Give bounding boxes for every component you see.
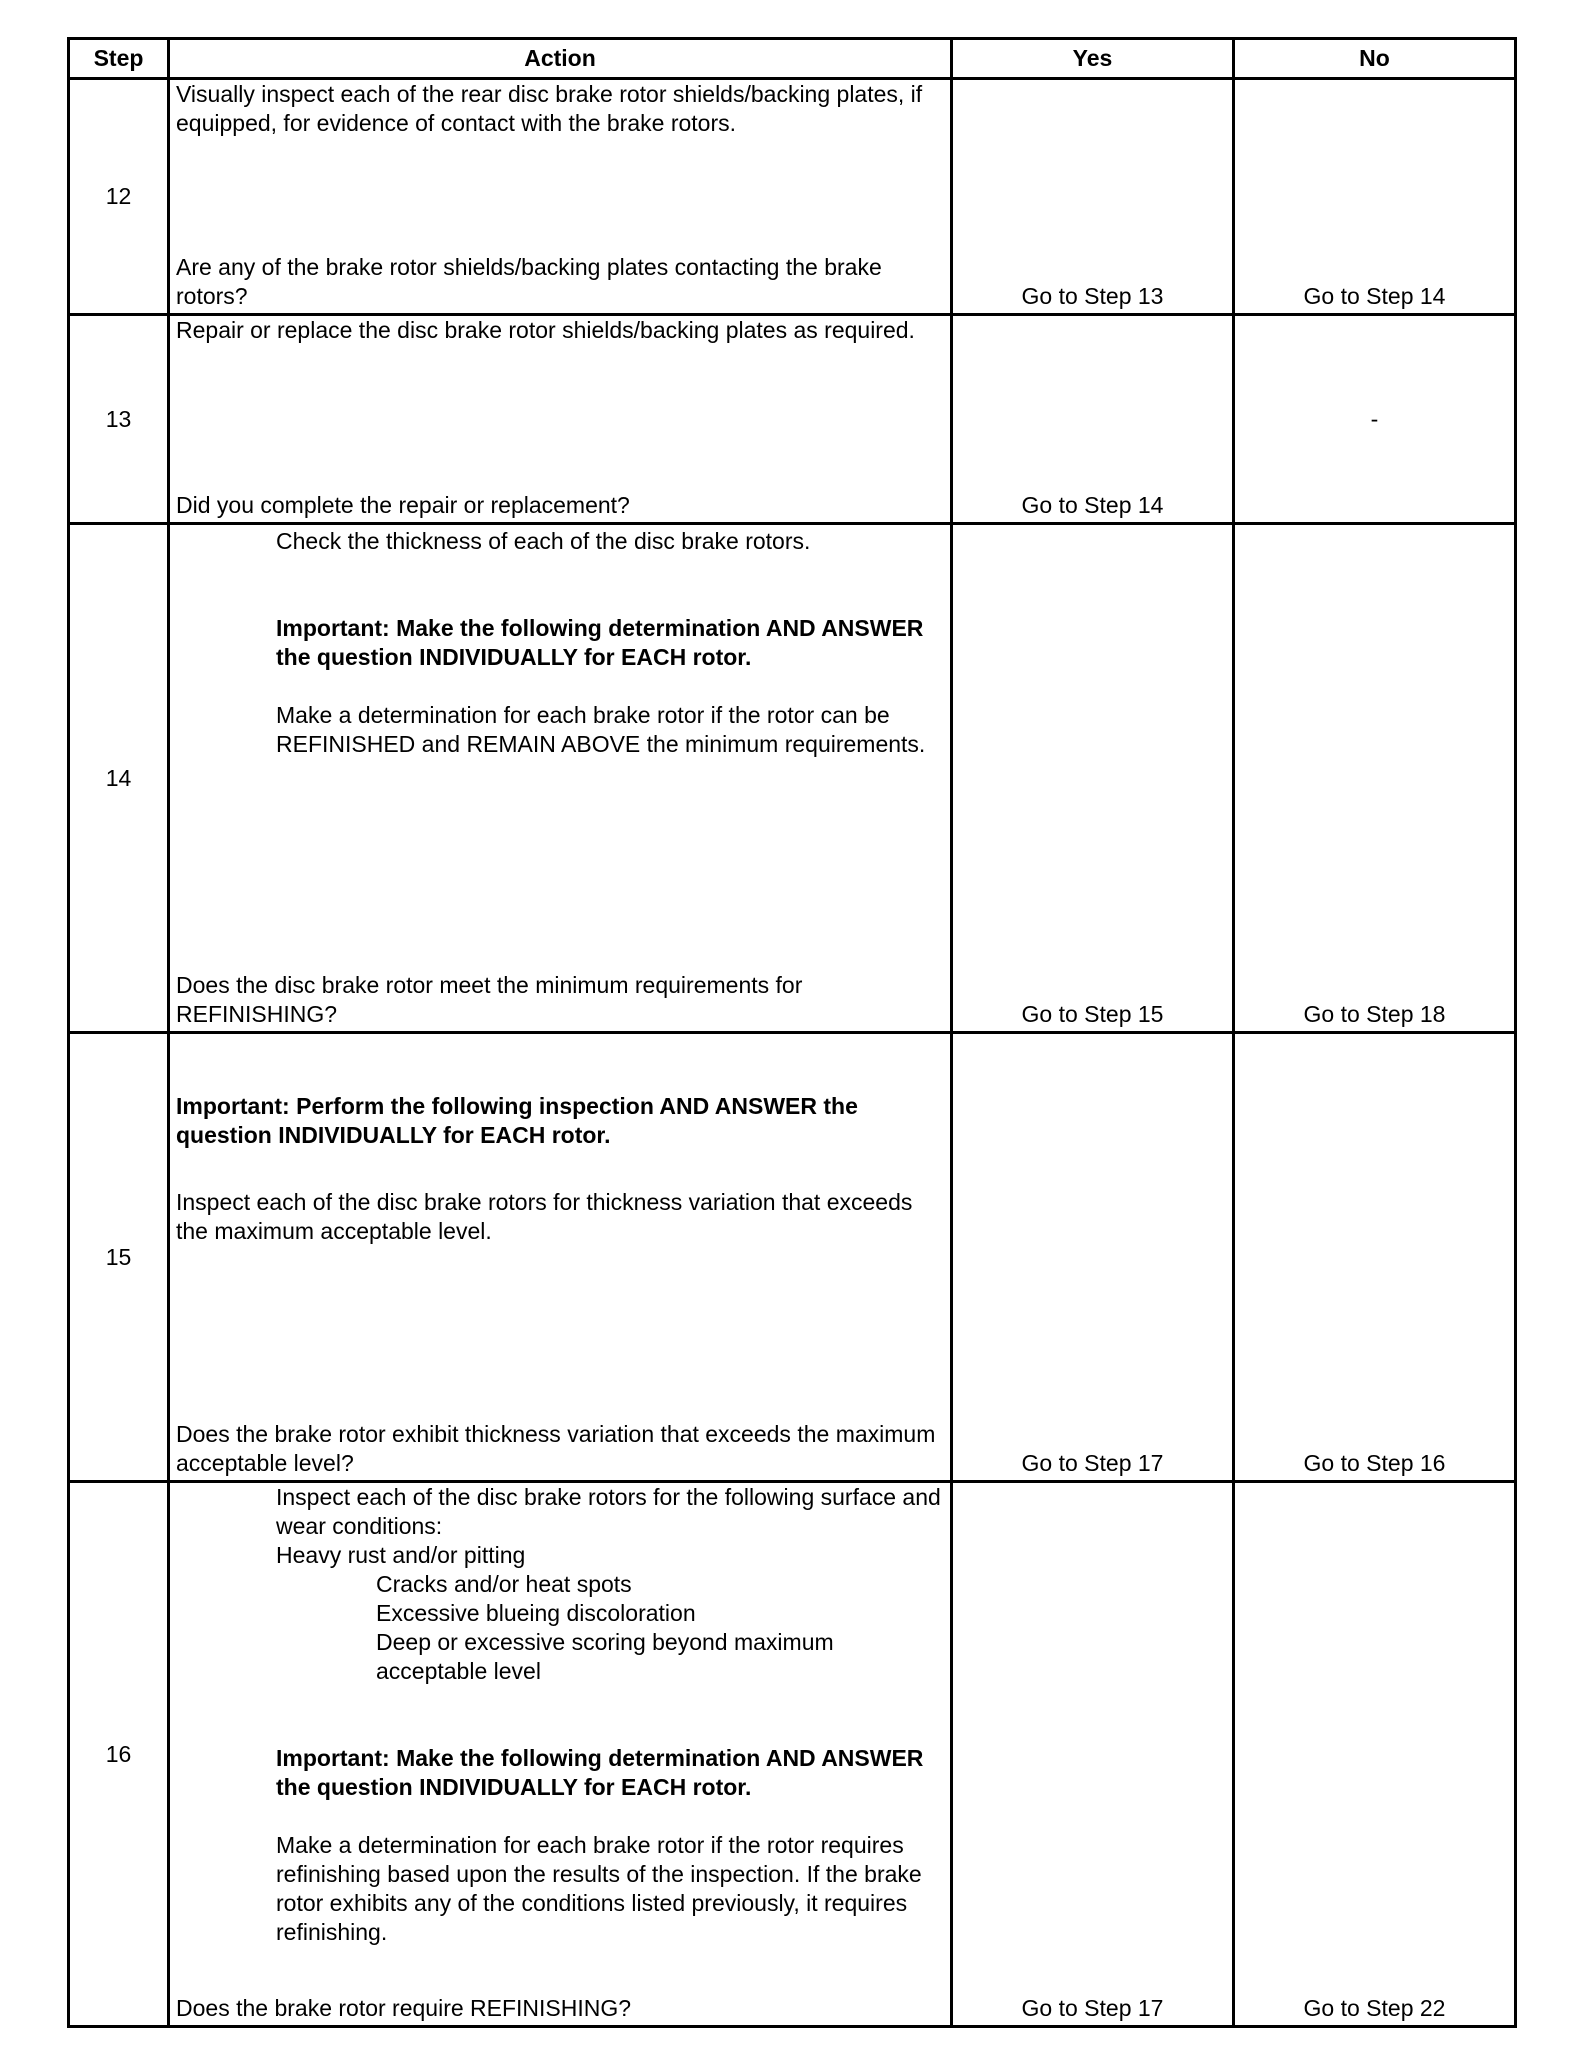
no-value: - <box>1370 405 1379 432</box>
no-cell <box>1234 79 1516 315</box>
yes-cell <box>952 1033 1234 1482</box>
yes-cell <box>952 79 1234 315</box>
no-goto-link[interactable]: Go to Step 14 <box>1303 283 1446 309</box>
condition-item: Heavy rust and/or pitting <box>276 1542 526 1568</box>
step-number: 15 <box>69 1033 169 1482</box>
action-cell <box>169 524 952 1033</box>
header-yes: Yes <box>952 39 1234 79</box>
no-cell <box>1234 1482 1516 2027</box>
action-text: Visually inspect each of the rear disc brake rotor shields/backing plates, if equipped, for evidence of contact with the brake rotors. <box>176 81 923 136</box>
action-text: Make a determination for each brake rotor if the rotor requires refinishing based upon the results of the inspection. If the brake rotor exhibits any of the conditions listed previously, it requires refinishing. <box>276 1832 922 1945</box>
yes-goto-link[interactable]: Go to Step 13 <box>1021 283 1164 309</box>
condition-item: Excessive blueing discoloration <box>376 1600 696 1626</box>
action-text: Repair or replace the disc brake rotor shields/backing plates as required. <box>176 317 915 343</box>
table-row-step-15 <box>69 1033 1516 1482</box>
action-text: Inspect each of the disc brake rotors for the following surface and wear conditions: <box>276 1484 941 1539</box>
important-note: Important: Perform the following inspection AND ANSWER the question INDIVIDUALLY for EACH rotor. <box>176 1093 858 1148</box>
condition-item: Deep or excessive scoring beyond maximum acceptable level <box>376 1629 834 1684</box>
action-question: Are any of the brake rotor shields/backing plates contacting the brake rotors? <box>176 254 882 309</box>
header-step: Step <box>69 39 169 79</box>
step-number: 12 <box>69 79 169 315</box>
action-question: Does the disc brake rotor meet the minimum requirements for REFINISHING? <box>176 972 803 1027</box>
action-question: Did you complete the repair or replacement? <box>176 492 630 518</box>
table-row-step-16 <box>69 1482 1516 2027</box>
action-cell <box>169 315 952 524</box>
header-action: Action <box>169 39 952 79</box>
action-cell <box>169 79 952 315</box>
yes-goto-link[interactable]: Go to Step 17 <box>1021 1450 1164 1476</box>
no-cell <box>1234 1033 1516 1482</box>
no-goto-link[interactable]: Go to Step 18 <box>1303 1001 1446 1027</box>
table-row-step-12 <box>69 79 1516 315</box>
step-number: 13 <box>69 315 169 524</box>
table-row-step-13 <box>69 315 1516 524</box>
yes-cell <box>952 315 1234 524</box>
no-goto-link[interactable]: Go to Step 22 <box>1303 1995 1446 2021</box>
action-question: Does the brake rotor exhibit thickness variation that exceeds the maximum acceptable level? <box>176 1421 936 1476</box>
no-cell <box>1234 315 1516 524</box>
action-cell <box>169 1482 952 2027</box>
action-question: Does the brake rotor require REFINISHING? <box>176 1995 632 2021</box>
header-no: No <box>1234 39 1516 79</box>
important-note: Important: Make the following determination AND ANSWER the question INDIVIDUALLY for EACH rotor. <box>276 615 924 670</box>
header-row <box>69 39 1516 79</box>
condition-item: Cracks and/or heat spots <box>376 1571 632 1597</box>
yes-goto-link[interactable]: Go to Step 15 <box>1021 1001 1164 1027</box>
action-text: Check the thickness of each of the disc brake rotors. <box>276 528 811 554</box>
yes-goto-link[interactable]: Go to Step 17 <box>1021 1995 1164 2021</box>
step-number: 16 <box>69 1482 169 2027</box>
step-number: 14 <box>69 524 169 1033</box>
action-cell <box>169 1033 952 1482</box>
yes-goto-link[interactable]: Go to Step 14 <box>1021 492 1164 518</box>
no-cell <box>1234 524 1516 1033</box>
no-goto-link[interactable]: Go to Step 16 <box>1303 1450 1446 1476</box>
important-note: Important: Make the following determination AND ANSWER the question INDIVIDUALLY for EACH rotor. <box>276 1745 924 1800</box>
action-text: Make a determination for each brake rotor if the rotor can be REFINISHED and REMAIN ABOVE the minimum requirements. <box>276 702 926 757</box>
yes-cell <box>952 1482 1234 2027</box>
yes-cell <box>952 524 1234 1033</box>
table-row-step-14 <box>69 524 1516 1033</box>
action-text: Inspect each of the disc brake rotors for thickness variation that exceeds the maximum acceptable level. <box>176 1189 913 1244</box>
diagnostic-table <box>67 37 1517 2028</box>
